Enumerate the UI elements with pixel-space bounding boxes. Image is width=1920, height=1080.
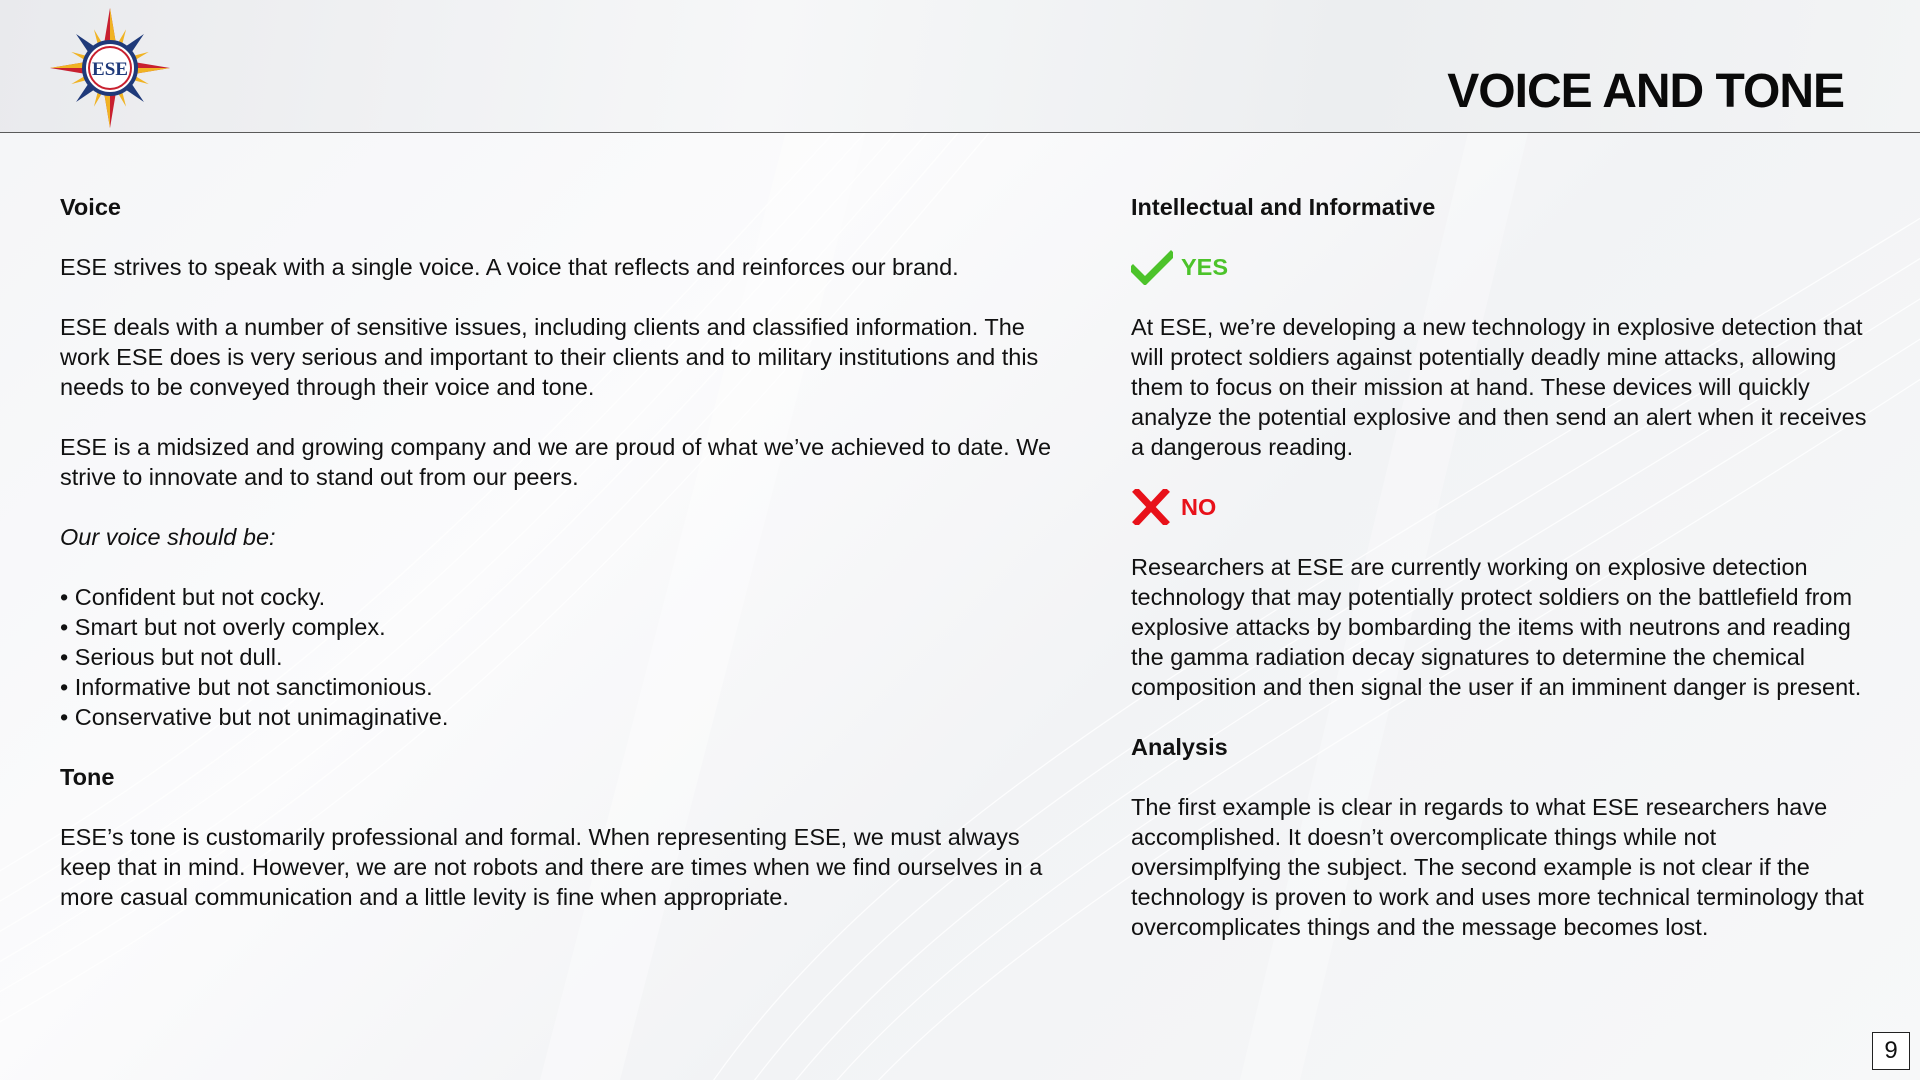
tone-heading: Tone (60, 764, 115, 790)
page-header (0, 0, 1920, 133)
checkmark-icon (1131, 249, 1173, 285)
analysis-heading: Analysis (1131, 734, 1228, 760)
voice-tone-column (60, 192, 1070, 942)
list-item: • Informative but not sanctimonious. (60, 672, 1070, 702)
no-verdict (1131, 492, 1871, 522)
voice-list-lead: Our voice should be: (60, 524, 276, 550)
yes-verdict (1131, 252, 1871, 282)
ese-compass-logo (48, 6, 172, 130)
voice-traits-list (60, 582, 1070, 732)
analysis-text: The first example is clear in regards to what ESE researchers have accomplished. It doesn’t overcomplicate things while not oversimplfying the subject. The second example is not clear if the technology is proven to work and uses more technical terminology that overcomplicates things and the message becomes lost. (1131, 794, 1864, 940)
list-item: • Confident but not cocky. (60, 582, 1070, 612)
no-example-text: Researchers at ESE are currently working on explosive detection technology that may potentially protect soldiers on the battlefield from explosive attacks by bombarding the items with neutrons and reading the gamma radiation decay signatures to determine the chemical composition and then signal the user if an imminent danger is present. (1131, 554, 1862, 700)
voice-paragraph-1: ESE strives to speak with a single voice. A voice that reflects and reinforces our brand. (60, 254, 959, 280)
list-item: • Serious but not dull. (60, 642, 1070, 672)
yes-label: YES (1181, 254, 1229, 280)
no-label: NO (1181, 494, 1217, 520)
list-item: • Smart but not overly complex. (60, 612, 1070, 642)
example-column (1131, 192, 1871, 972)
voice-heading: Voice (60, 194, 121, 220)
voice-paragraph-2: ESE deals with a number of sensitive issues, including clients and classified information. The work ESE does is very serious and important to their clients and to military institutions and this needs to be conveyed through their voice and tone. (60, 314, 1039, 400)
voice-paragraph-3: ESE is a midsized and growing company and we are proud of what we’ve achieved to date. We strive to innovate and to stand out from our peers. (60, 434, 1052, 490)
yes-example-text: At ESE, we’re developing a new technology in explosive detection that will protect soldiers against potentially deadly mine attacks, allowing them to focus on their mission at hand. These devices will quickly analyze the potential explosive and then send an alert when it receives a dangerous reading. (1131, 314, 1867, 460)
example-heading: Intellectual and Informative (1131, 194, 1436, 220)
page-title: VOICE AND TONE (1447, 65, 1844, 118)
cross-icon (1131, 489, 1173, 525)
svg-text:ESE: ESE (92, 59, 128, 80)
page-number: 9 (1872, 1032, 1910, 1070)
list-item: • Conservative but not unimaginative. (60, 702, 1070, 732)
tone-paragraph: ESE’s tone is customarily professional and formal. When representing ESE, we must always keep that in mind. However, we are not robots and there are times when we find ourselves in a more casual communication and a little levity is fine when appropriate. (60, 824, 1043, 910)
